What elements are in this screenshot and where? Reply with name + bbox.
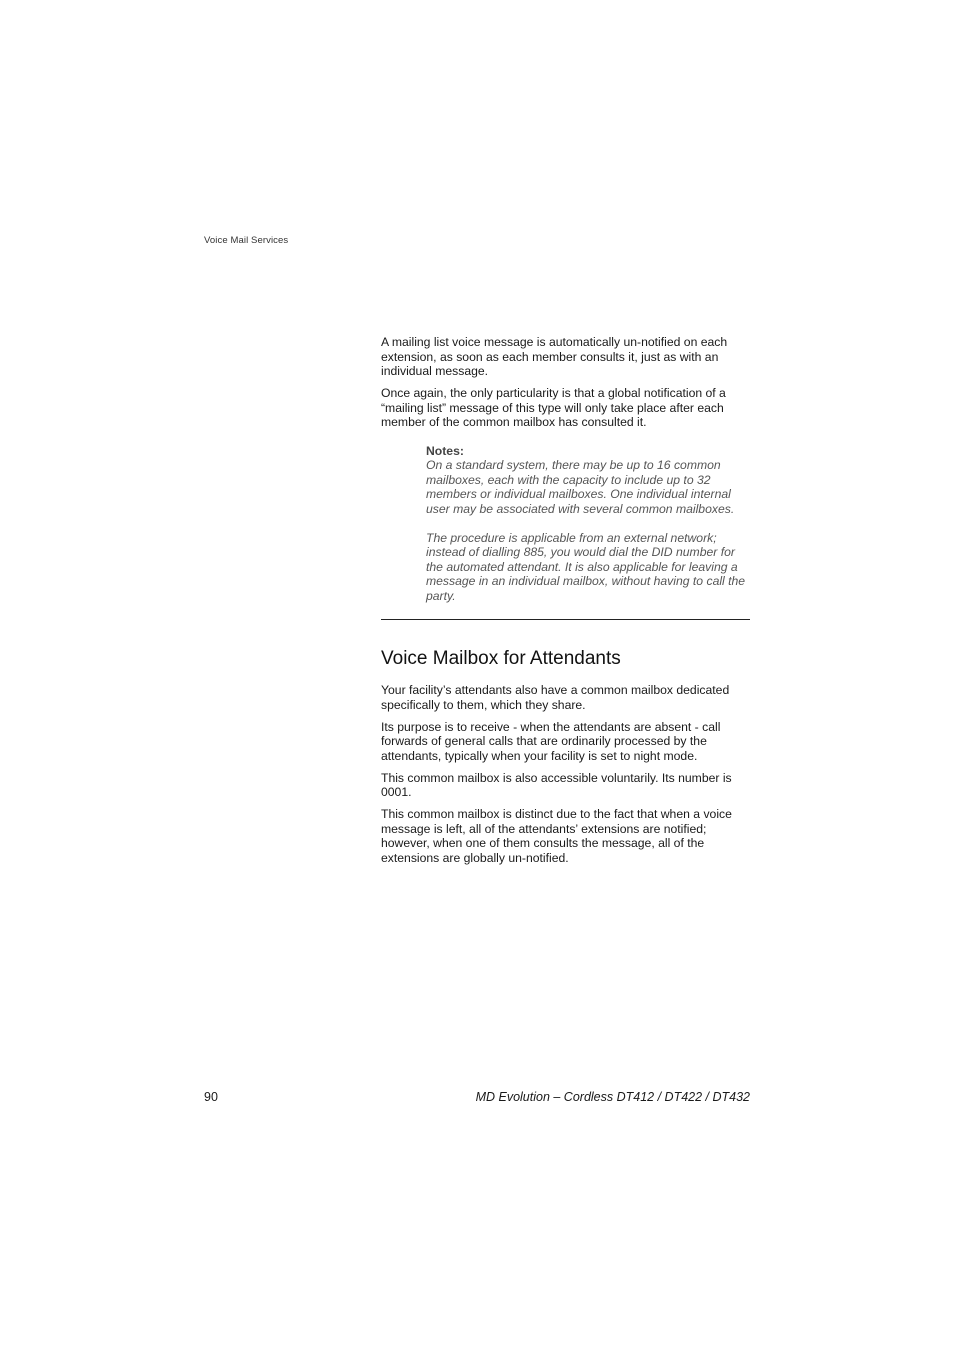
section-divider xyxy=(381,619,750,620)
notes-block xyxy=(426,444,751,604)
section-paragraph-3: This common mailbox is also accessible voluntarily. Its number is 0001. xyxy=(381,770,732,799)
page-number: 90 xyxy=(204,1090,218,1104)
running-header: Voice Mail Services xyxy=(204,235,289,246)
main-content xyxy=(381,335,751,873)
section-paragraph-4: This common mailbox is distinct due to the fact that when a voice message is left, all of the attendants’ extensions are notified; however, when one of them consults the message, all of the extensions are globally un-notified. xyxy=(381,807,732,865)
intro-paragraph-1: A mailing list voice message is automatically un-notified on each extension, as soon as each member consults it, just as with an individual message. xyxy=(381,335,728,378)
section-heading: Voice Mailbox for Attendants xyxy=(381,648,621,669)
section-paragraph-1: Your facility’s attendants also have a common mailbox dedicated specifically to them, which they share. xyxy=(381,683,730,712)
note-item-1: On a standard system, there may be up to 16 common mailboxes, each with the capacity to include up to 32 members or individual mailboxes. One individual internal user may be associated with several common mailboxes. xyxy=(426,458,735,516)
section-paragraph-2: Its purpose is to receive - when the attendants are absent - call forwards of general calls that are ordinarily processed by the attendants, typically when your facility is set to night mode. xyxy=(381,719,721,763)
intro-paragraph-2: Once again, the only particularity is that a global notification of a “mailing list” message of this type will only take place after each member of the common mailbox has consulted it. xyxy=(381,386,726,429)
footer-document-title: MD Evolution – Cordless DT412 / DT422 / DT432 xyxy=(475,1090,750,1104)
note-item-2: The procedure is applicable from an external network; instead of dialling 885, you would dial the DID number for the automated attendant. It is also applicable for leaving a message in an individual mailbox, without having to call the party. xyxy=(426,530,746,603)
notes-title: Notes: xyxy=(426,443,464,458)
